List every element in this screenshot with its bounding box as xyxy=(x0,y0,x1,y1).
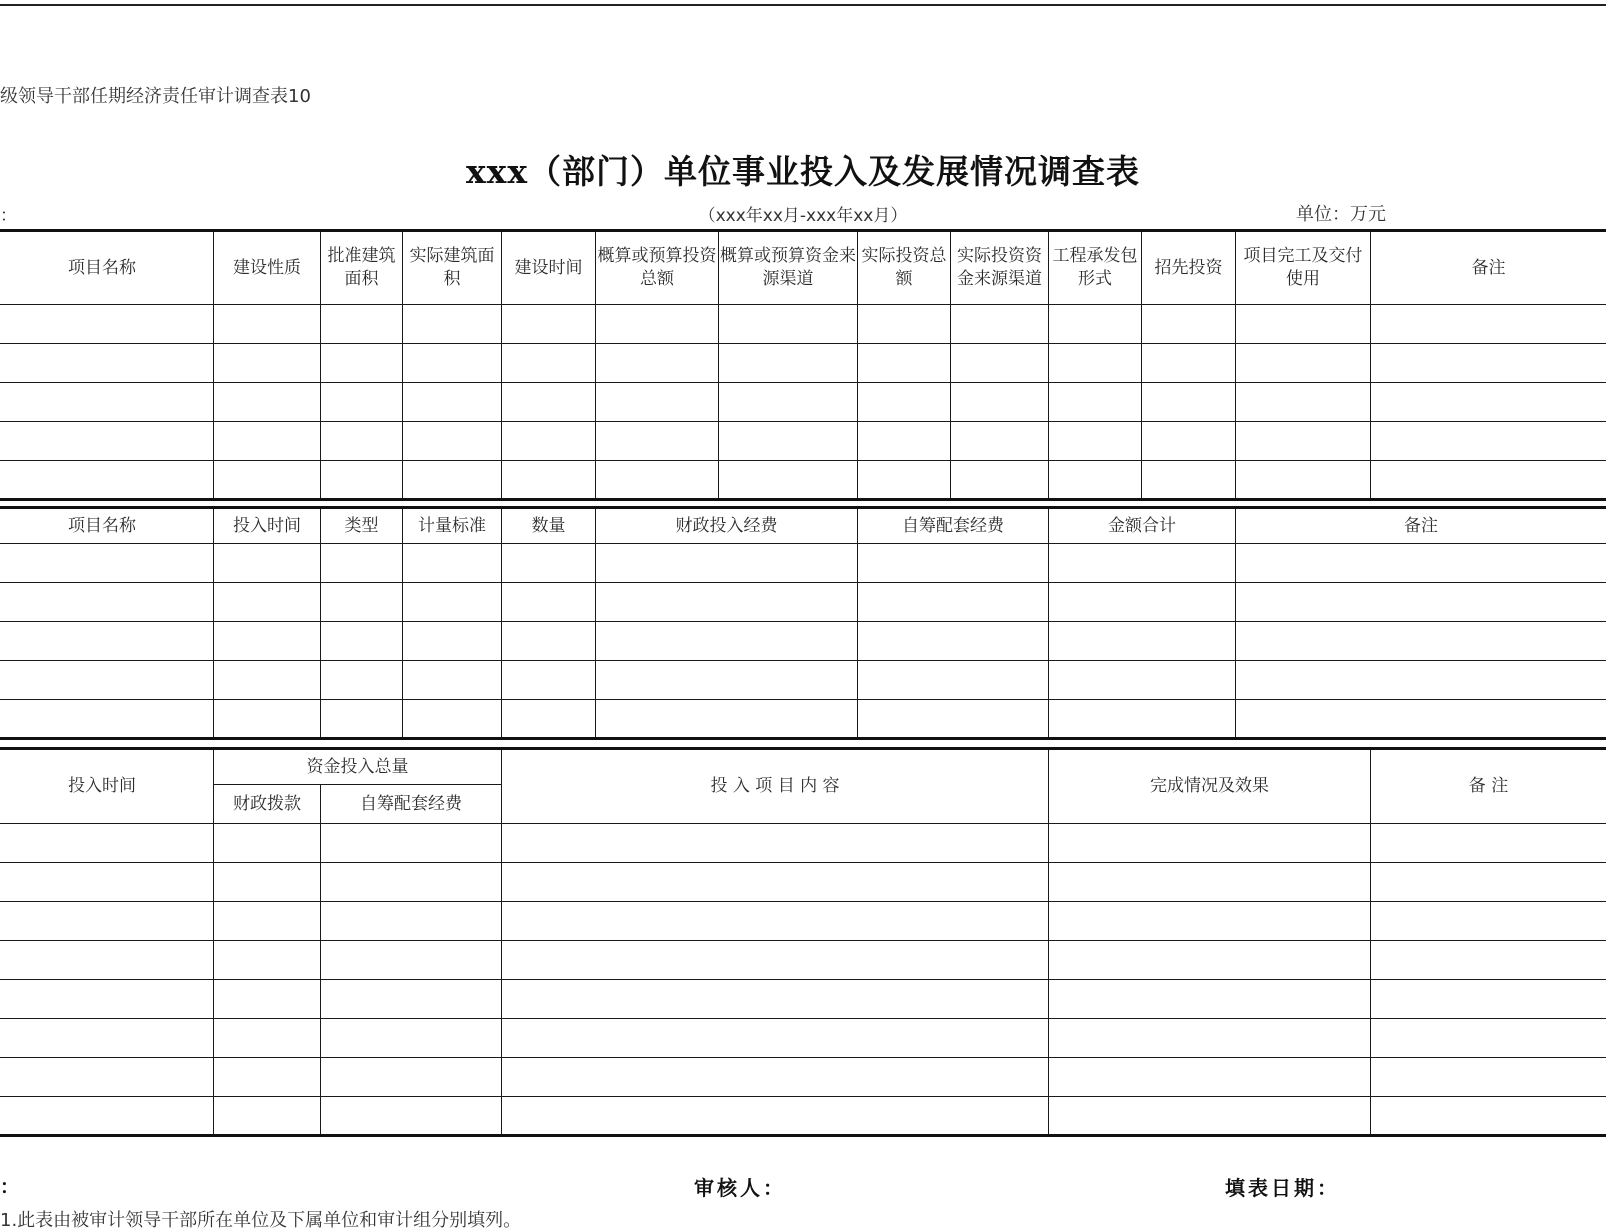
table-cell[interactable] xyxy=(1371,902,1606,941)
table-row xyxy=(0,941,1606,980)
preparer-label: ： xyxy=(0,1172,19,1199)
table-cell[interactable] xyxy=(951,344,1049,383)
header-quantity: 数量 xyxy=(502,508,596,544)
table-cell[interactable] xyxy=(321,344,403,383)
table-cell[interactable] xyxy=(1049,583,1236,622)
header-remark: 备注 xyxy=(1236,508,1606,544)
table-cell[interactable] xyxy=(321,941,502,980)
table-cell[interactable] xyxy=(0,1019,214,1058)
table-cell[interactable] xyxy=(596,422,719,461)
table-cell[interactable] xyxy=(858,305,951,344)
table-cell[interactable] xyxy=(719,422,858,461)
table-cell[interactable] xyxy=(321,544,403,583)
asset-input-table xyxy=(0,506,1606,740)
table-cell[interactable] xyxy=(1142,461,1236,500)
table-cell[interactable] xyxy=(719,305,858,344)
table-cell[interactable] xyxy=(1371,383,1606,422)
table-cell[interactable] xyxy=(596,383,719,422)
header-project-name: 项目名称 xyxy=(0,508,214,544)
table-cell[interactable] xyxy=(1371,344,1606,383)
table-cell[interactable] xyxy=(596,661,858,700)
table-cell[interactable] xyxy=(1371,863,1606,902)
table-cell[interactable] xyxy=(321,1058,502,1097)
table-cell[interactable] xyxy=(321,1019,502,1058)
table-cell[interactable] xyxy=(719,344,858,383)
table-cell[interactable] xyxy=(403,622,502,661)
table-cell[interactable] xyxy=(1236,700,1606,739)
period-range: （xxx年xx月-xxx年xx月） xyxy=(0,201,1606,226)
table-cell[interactable] xyxy=(1049,1097,1371,1136)
table2-header-row xyxy=(0,508,1606,544)
table-row xyxy=(0,700,1606,739)
header-bidding: 招先投资 xyxy=(1142,231,1236,305)
table-cell[interactable] xyxy=(719,461,858,500)
table-cell[interactable] xyxy=(321,383,403,422)
table-cell[interactable] xyxy=(0,583,214,622)
table-cell[interactable] xyxy=(1049,941,1371,980)
table-cell[interactable] xyxy=(1371,461,1606,500)
table-cell[interactable] xyxy=(1236,622,1606,661)
header-budget-total: 概算或预算投资总额 xyxy=(596,231,719,305)
table-cell[interactable] xyxy=(0,344,214,383)
table-cell[interactable] xyxy=(858,700,1049,739)
form-code: 级领导干部任期经济责任审计调查表10 xyxy=(0,82,311,108)
table-cell[interactable] xyxy=(596,700,858,739)
table-cell[interactable] xyxy=(321,980,502,1019)
table-cell[interactable] xyxy=(502,980,1049,1019)
header-budget-source: 概算或预算资金来源渠道 xyxy=(719,231,858,305)
document-title: xxx（部门）单位事业投入及发展情况调查表 xyxy=(0,146,1606,193)
table-cell[interactable] xyxy=(403,422,502,461)
table-cell[interactable] xyxy=(951,305,1049,344)
table-cell[interactable] xyxy=(214,422,321,461)
table-cell[interactable] xyxy=(0,700,214,739)
table-cell[interactable] xyxy=(214,583,321,622)
header-input-time: 投入时间 xyxy=(0,749,214,824)
table-row xyxy=(0,1058,1606,1097)
table-cell[interactable] xyxy=(214,305,321,344)
header-project-content: 投 入 项 目 内 容 xyxy=(502,749,1049,824)
table-row xyxy=(0,824,1606,863)
table1-header-row xyxy=(0,231,1606,305)
table-cell[interactable] xyxy=(1049,383,1142,422)
header-input-time: 投入时间 xyxy=(214,508,321,544)
table-cell[interactable] xyxy=(214,980,321,1019)
table-row xyxy=(0,1019,1606,1058)
table-cell[interactable] xyxy=(0,863,214,902)
table-cell[interactable] xyxy=(502,700,596,739)
table-cell[interactable] xyxy=(502,583,596,622)
header-remark: 备 注 xyxy=(1371,749,1606,824)
table-cell[interactable] xyxy=(0,1097,214,1136)
table-cell[interactable] xyxy=(858,661,1049,700)
table-cell[interactable] xyxy=(403,583,502,622)
table-cell[interactable] xyxy=(1236,383,1371,422)
table-cell[interactable] xyxy=(1142,422,1236,461)
table-row xyxy=(0,305,1606,344)
header-measure-standard: 计量标准 xyxy=(403,508,502,544)
table-cell[interactable] xyxy=(1049,902,1371,941)
table-cell[interactable] xyxy=(214,700,321,739)
table-cell[interactable] xyxy=(321,824,502,863)
table-cell[interactable] xyxy=(858,583,1049,622)
table-cell[interactable] xyxy=(502,461,596,500)
table-cell[interactable] xyxy=(951,461,1049,500)
table-cell[interactable] xyxy=(1371,1019,1606,1058)
table-cell[interactable] xyxy=(321,305,403,344)
table-cell[interactable] xyxy=(0,902,214,941)
table-cell[interactable] xyxy=(0,544,214,583)
table-cell[interactable] xyxy=(502,305,596,344)
table-cell[interactable] xyxy=(1049,824,1371,863)
table-cell[interactable] xyxy=(502,1058,1049,1097)
table-cell[interactable] xyxy=(0,661,214,700)
table-cell[interactable] xyxy=(858,383,951,422)
header-project-name: 项目名称 xyxy=(0,231,214,305)
table-cell[interactable] xyxy=(502,941,1049,980)
table-cell[interactable] xyxy=(1236,661,1606,700)
table-cell[interactable] xyxy=(403,700,502,739)
header-construction-nature: 建设性质 xyxy=(214,231,321,305)
table-row xyxy=(0,461,1606,500)
table-cell[interactable] xyxy=(321,583,403,622)
header-remark: 备注 xyxy=(1371,231,1606,305)
table-row xyxy=(0,1097,1606,1136)
table-row xyxy=(0,902,1606,941)
table-cell[interactable] xyxy=(403,383,502,422)
table-cell[interactable] xyxy=(502,661,596,700)
table-cell[interactable] xyxy=(321,661,403,700)
table-cell[interactable] xyxy=(502,863,1049,902)
table-cell[interactable] xyxy=(1049,980,1371,1019)
table-cell[interactable] xyxy=(1236,422,1371,461)
table-cell[interactable] xyxy=(858,622,1049,661)
table-cell[interactable] xyxy=(0,824,214,863)
header-construction-time: 建设时间 xyxy=(502,231,596,305)
table-cell[interactable] xyxy=(0,383,214,422)
table-cell[interactable] xyxy=(1142,344,1236,383)
table-row xyxy=(0,863,1606,902)
header-fiscal-input: 财政投入经费 xyxy=(596,508,858,544)
table-cell[interactable] xyxy=(214,863,321,902)
header-type: 类型 xyxy=(321,508,403,544)
top-border-line xyxy=(0,4,1606,6)
table-cell[interactable] xyxy=(596,583,858,622)
table-cell[interactable] xyxy=(502,344,596,383)
table-cell[interactable] xyxy=(214,941,321,980)
header-actual-source: 实际投资资金来源渠道 xyxy=(951,231,1049,305)
table-cell[interactable] xyxy=(1049,622,1236,661)
table-cell[interactable] xyxy=(214,1058,321,1097)
header-self-raised-funds: 自筹配套经费 xyxy=(321,785,502,824)
table-cell[interactable] xyxy=(502,422,596,461)
table-cell[interactable] xyxy=(1142,305,1236,344)
table-cell[interactable] xyxy=(403,344,502,383)
table3-header-row-1 xyxy=(0,749,1606,785)
table-cell[interactable] xyxy=(719,383,858,422)
table-cell[interactable] xyxy=(1236,544,1606,583)
construction-projects-table xyxy=(0,229,1606,501)
table-cell[interactable] xyxy=(1371,1097,1606,1136)
table-cell[interactable] xyxy=(1236,305,1371,344)
table-cell[interactable] xyxy=(214,824,321,863)
table-cell[interactable] xyxy=(596,344,719,383)
table-cell[interactable] xyxy=(1049,1019,1371,1058)
table-cell[interactable] xyxy=(1371,422,1606,461)
table-cell[interactable] xyxy=(1049,422,1142,461)
table-cell[interactable] xyxy=(951,422,1049,461)
header-fiscal-appropriation: 财政拨款 xyxy=(214,785,321,824)
table-cell[interactable] xyxy=(321,422,403,461)
table-cell[interactable] xyxy=(214,622,321,661)
table-cell[interactable] xyxy=(858,544,1049,583)
table-row xyxy=(0,622,1606,661)
table-cell[interactable] xyxy=(321,700,403,739)
table-cell[interactable] xyxy=(1371,305,1606,344)
table-cell[interactable] xyxy=(1142,383,1236,422)
table-cell[interactable] xyxy=(502,1019,1049,1058)
table-row xyxy=(0,980,1606,1019)
table-cell[interactable] xyxy=(1049,344,1142,383)
table-cell[interactable] xyxy=(1049,544,1236,583)
table-cell[interactable] xyxy=(214,661,321,700)
table-cell[interactable] xyxy=(0,941,214,980)
table-cell[interactable] xyxy=(403,305,502,344)
table-row xyxy=(0,661,1606,700)
table-cell[interactable] xyxy=(596,622,858,661)
table-cell[interactable] xyxy=(1049,661,1236,700)
fill-date-label: 填表日期： xyxy=(1225,1172,1340,1201)
table-cell[interactable] xyxy=(502,824,1049,863)
table-cell[interactable] xyxy=(1236,461,1371,500)
footnote: 1.此表由被审计领导干部所在单位及下属单位和审计组分别填列。 xyxy=(0,1206,521,1232)
table-cell[interactable] xyxy=(1049,700,1236,739)
table-cell[interactable] xyxy=(321,461,403,500)
table-cell[interactable] xyxy=(1049,1058,1371,1097)
table-cell[interactable] xyxy=(858,344,951,383)
header-completion-effect: 完成情况及效果 xyxy=(1049,749,1371,824)
table-cell[interactable] xyxy=(0,622,214,661)
header-completion: 项目完工及交付使用 xyxy=(1236,231,1371,305)
table-cell[interactable] xyxy=(0,980,214,1019)
table-cell[interactable] xyxy=(0,422,214,461)
table-cell[interactable] xyxy=(502,902,1049,941)
header-actual-investment: 实际投资总额 xyxy=(858,231,951,305)
table-row xyxy=(0,422,1606,461)
table-cell[interactable] xyxy=(214,383,321,422)
table-cell[interactable] xyxy=(321,902,502,941)
filling-unit-label: ： xyxy=(0,201,17,226)
reviewer-label: 审核人： xyxy=(694,1172,786,1201)
table-cell[interactable] xyxy=(1371,980,1606,1019)
header-total-investment: 资金投入总量 xyxy=(214,749,502,785)
table-cell[interactable] xyxy=(596,544,858,583)
table-cell[interactable] xyxy=(321,863,502,902)
table-cell[interactable] xyxy=(321,622,403,661)
header-self-raised: 自筹配套经费 xyxy=(858,508,1049,544)
table-cell[interactable] xyxy=(0,461,214,500)
table-cell[interactable] xyxy=(214,461,321,500)
table-cell[interactable] xyxy=(858,422,951,461)
table-cell[interactable] xyxy=(596,461,719,500)
table-cell[interactable] xyxy=(0,1058,214,1097)
table-cell[interactable] xyxy=(214,902,321,941)
table-cell[interactable] xyxy=(1049,305,1142,344)
table-cell[interactable] xyxy=(1049,863,1371,902)
table-cell[interactable] xyxy=(214,1019,321,1058)
unit-label: 单位：万元 xyxy=(1296,200,1386,226)
table-cell[interactable] xyxy=(502,383,596,422)
table-cell[interactable] xyxy=(502,1097,1049,1136)
header-amount-total: 金额合计 xyxy=(1049,508,1236,544)
table-cell[interactable] xyxy=(0,305,214,344)
table-cell[interactable] xyxy=(1371,824,1606,863)
table-cell[interactable] xyxy=(214,544,321,583)
table-cell[interactable] xyxy=(951,383,1049,422)
table-cell[interactable] xyxy=(403,461,502,500)
table-cell[interactable] xyxy=(214,344,321,383)
table-cell[interactable] xyxy=(502,622,596,661)
table-row xyxy=(0,544,1606,583)
header-contract-form: 工程承发包形式 xyxy=(1049,231,1142,305)
table-cell[interactable] xyxy=(1049,461,1142,500)
table-cell[interactable] xyxy=(321,1097,502,1136)
header-actual-area: 实际建筑面积 xyxy=(403,231,502,305)
table-cell[interactable] xyxy=(596,305,719,344)
table-row xyxy=(0,583,1606,622)
investment-results-table xyxy=(0,747,1606,1137)
table-cell[interactable] xyxy=(214,1097,321,1136)
table-cell[interactable] xyxy=(403,661,502,700)
table-cell[interactable] xyxy=(502,544,596,583)
table-cell[interactable] xyxy=(858,461,951,500)
table-cell[interactable] xyxy=(1371,1058,1606,1097)
table-cell[interactable] xyxy=(403,544,502,583)
table-cell[interactable] xyxy=(1371,941,1606,980)
table-row xyxy=(0,383,1606,422)
header-approved-area: 批准建筑面积 xyxy=(321,231,403,305)
table-row xyxy=(0,344,1606,383)
table-cell[interactable] xyxy=(1236,583,1606,622)
table-cell[interactable] xyxy=(1236,344,1371,383)
